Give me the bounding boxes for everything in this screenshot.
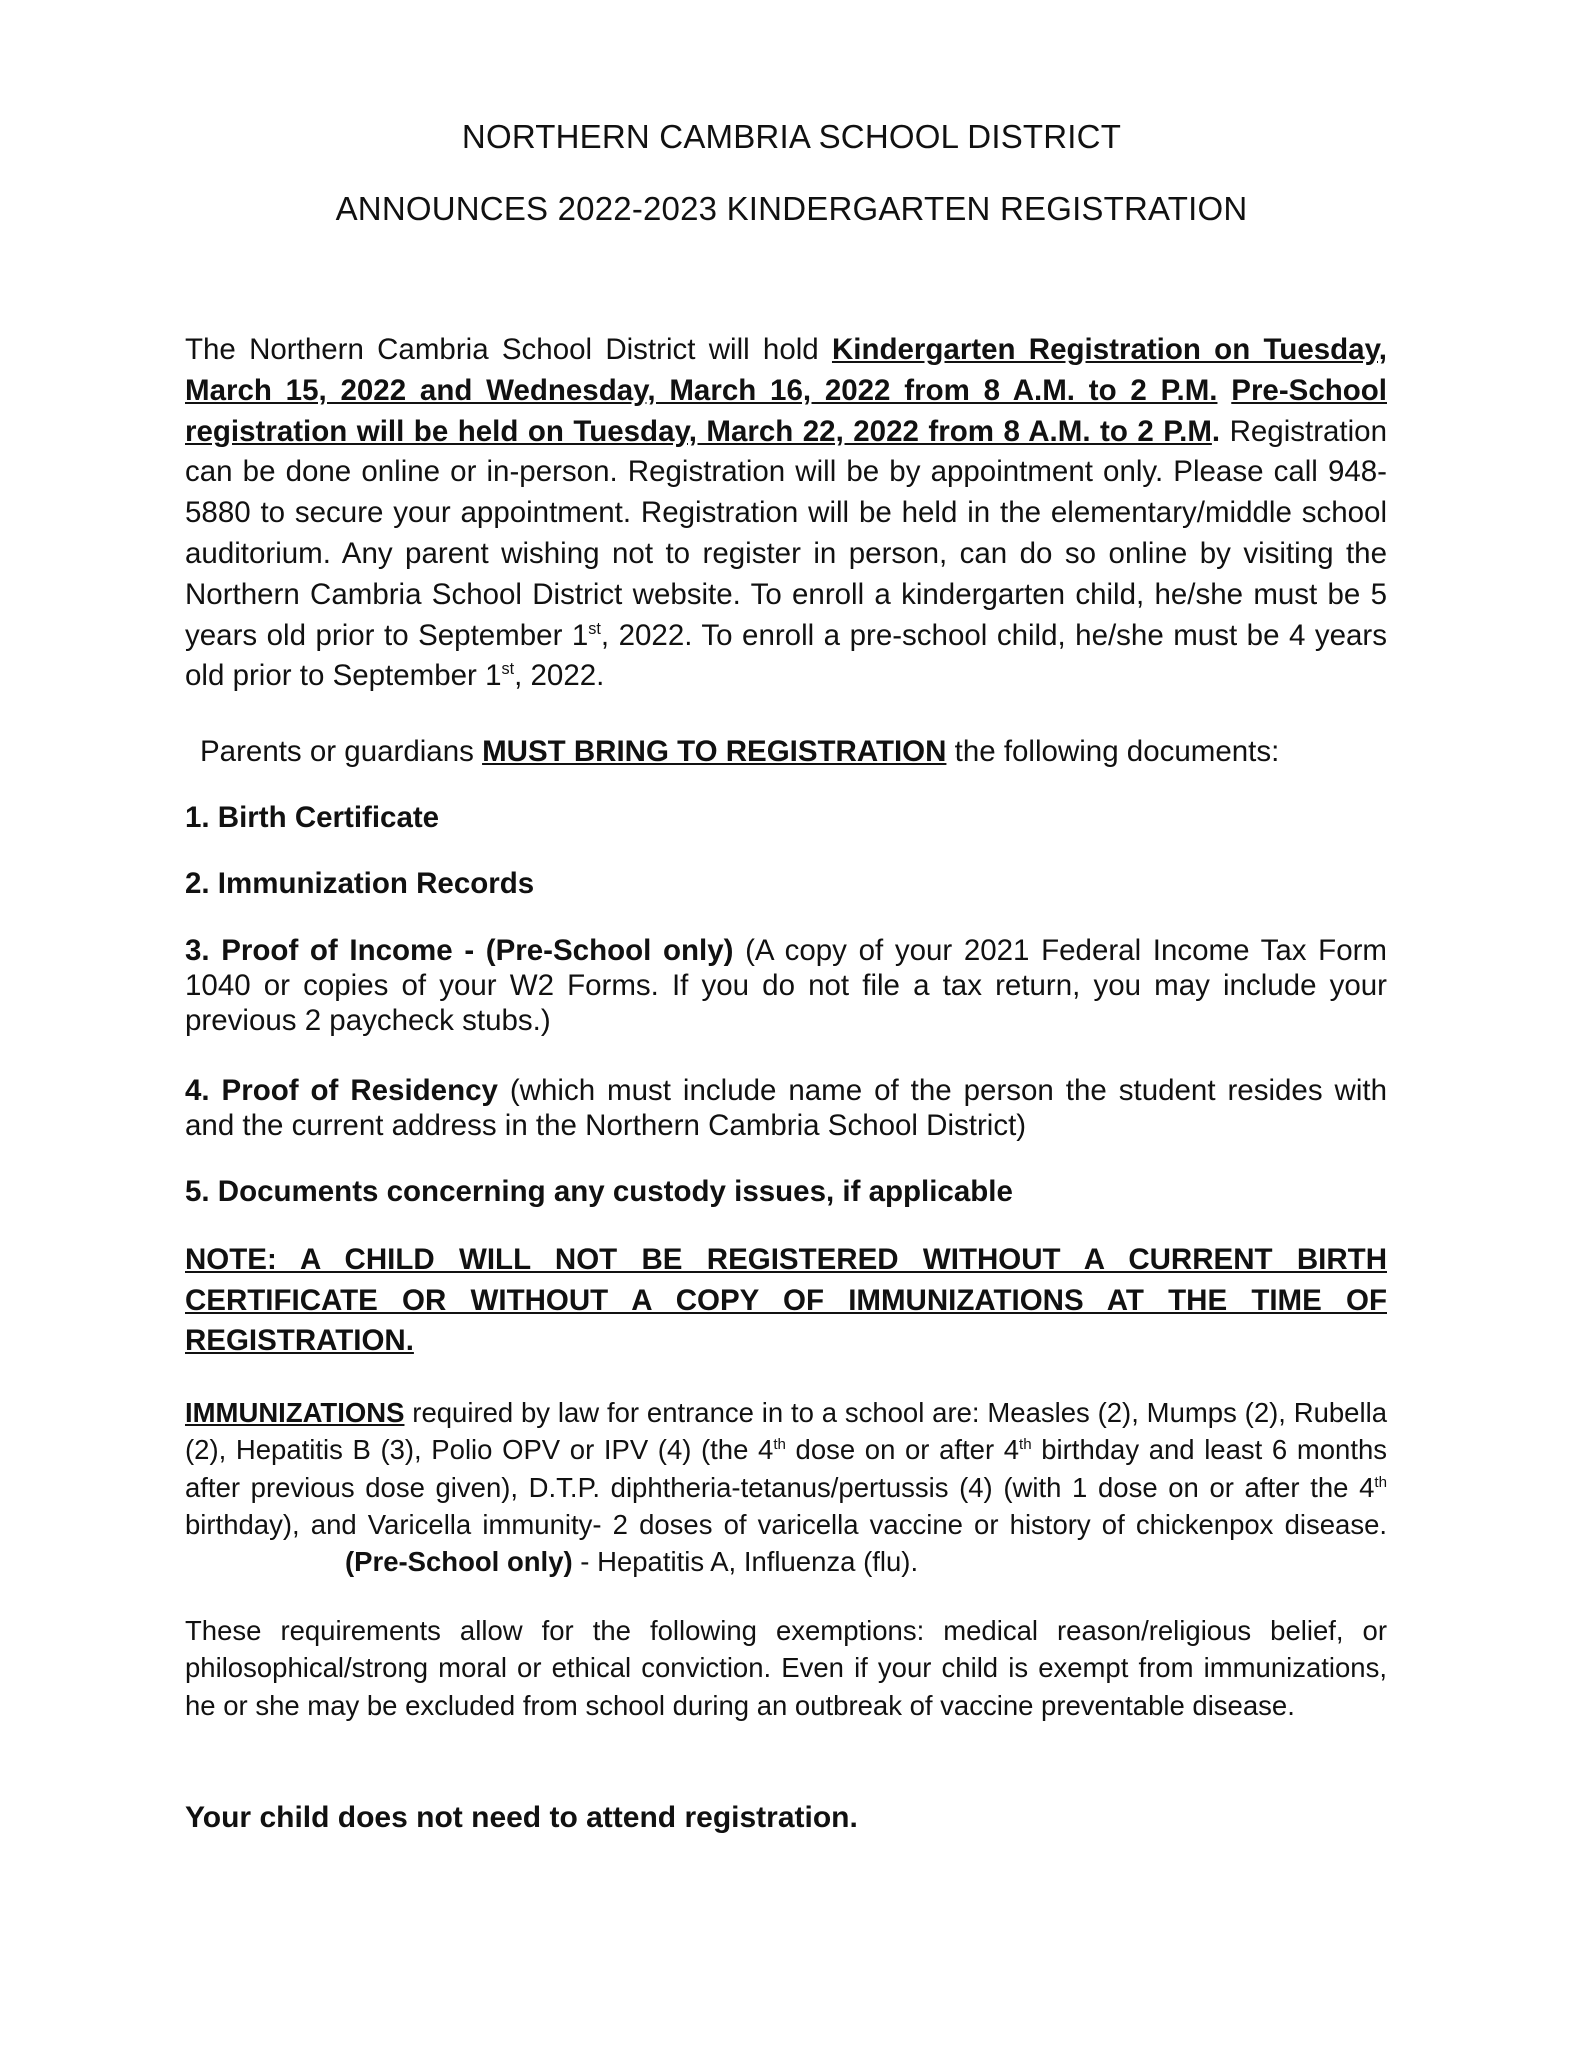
document-item-label: 4. Proof of Residency: [185, 1074, 498, 1107]
intro-end: , 2022.: [514, 659, 605, 693]
intro-period: .: [1211, 414, 1221, 448]
document-item-detail: (A copy of your 2021 Federal Income Tax Form 1040 or copies of your W2 Forms. If you do not file a tax return, you may include your previous 2 paycheck stubs.): [185, 934, 1387, 1037]
parents-before: Parents or guardians: [200, 735, 483, 768]
document-item-detail: (which must include name of the person the student resides with and the current address in the Northern Cambria School District): [185, 1074, 1387, 1142]
preschool-only-label: (Pre-School only): [345, 1546, 573, 1578]
preschool-registration-dates: Pre-School registration will be held on Tuesday, March 22, 2022 from 8 A.M. to 2 P.M: [185, 373, 1387, 448]
ordinal-suffix: th: [773, 1436, 786, 1454]
document-item-proof-of-income: [185, 933, 1387, 1038]
document-item-label: 2. Immunization Records: [185, 867, 535, 900]
immunizations-heading: IMMUNIZATIONS: [185, 1397, 405, 1428]
ordinal-suffix: st: [588, 619, 601, 638]
document-item-label: 3. Proof of Income - (Pre-School only): [185, 934, 734, 967]
intro-lead: The Northern Cambria School District will hold: [185, 333, 832, 366]
immunizations-paragraph: [185, 1394, 1387, 1580]
intro-body: Registration can be done online or in-person. Registration will be by appointment only. Please call 948-5880 to secure your appointment. Registration will be held in the elementary/middle school auditorium. Any parent wishing not to register in person, can do so online by visiting the Northern Cambria School District website. To enroll a kindergarten child, he/she must be 5 years old prior to September 1: [185, 414, 1387, 652]
document-item-immunization-records: [185, 866, 1387, 901]
immunizations-text: dose on or after 4: [785, 1434, 1020, 1466]
kindergarten-registration-dates: Kindergarten Registration on Tuesday, March 15, 2022 and Wednesday, March 16, 2022 from 8 A.M. to 2 P.M.: [185, 333, 1387, 407]
registration-note: NOTE: A CHILD WILL NOT BE REGISTERED WITHOUT A CURRENT BIRTH CERTIFICATE OR WITHOUT A COPY OF IMMUNIZATIONS AT THE TIME OF REGISTRATION.: [185, 1243, 1387, 1357]
must-bring-emphasis: MUST BRING TO REGISTRATION: [482, 735, 947, 768]
district-title: NORTHERN CAMBRIA SCHOOL DISTRICT: [461, 118, 1122, 155]
immunizations-text: birthday and least 6 months after previous dose given), D.T.P. diphtheria-tetanus/pertussis (4) (with 1 dose on or after the 4: [185, 1434, 1387, 1503]
parents-after: the following documents:: [946, 735, 1280, 768]
preschool-immunizations: - Hepatitis A, Influenza (flu).: [572, 1546, 919, 1578]
intro-mid: , 2022. To enroll a pre-school child, he/she must be 4 years old prior to September 1: [185, 618, 1387, 693]
closing-statement: Your child does not need to attend registration.: [185, 1801, 858, 1834]
immunizations-text: required by law for entrance in to a school are: Measles (2), Mumps (2), Rubella (2), Hepatitis B (3), Polio OPV or IPV (4) (the 4: [185, 1397, 1387, 1466]
ordinal-suffix: th: [1374, 1473, 1387, 1491]
exemptions-paragraph: These requirements allow for the following exemptions: medical reason/religious belief, or philosophical/strong moral or ethical conviction. Even if your child is exempt from immunizations, he or she may be excluded from school during an outbreak of vaccine preventable disease.: [185, 1615, 1387, 1721]
immunizations-text: birthday), and Varicella immunity- 2 doses of varicella vaccine or history of chickenpox disease.: [185, 1508, 1387, 1540]
document-item-label: 1. Birth Certificate: [185, 801, 440, 834]
document-item-label: 5. Documents concerning any custody issues, if applicable: [185, 1175, 1013, 1208]
announcement-title: ANNOUNCES 2022-2023 KINDERGARTEN REGISTRATION: [335, 190, 1248, 227]
intro-paragraph: [185, 330, 1387, 697]
document-item-birth-certificate: [185, 800, 1387, 835]
intro-space: [1217, 374, 1231, 407]
parents-instruction: [200, 732, 1390, 772]
ordinal-suffix: th: [1019, 1436, 1032, 1454]
ordinal-suffix: st: [501, 660, 515, 679]
document-item-custody: [185, 1174, 1387, 1209]
document-item-proof-of-residency: [185, 1073, 1387, 1143]
